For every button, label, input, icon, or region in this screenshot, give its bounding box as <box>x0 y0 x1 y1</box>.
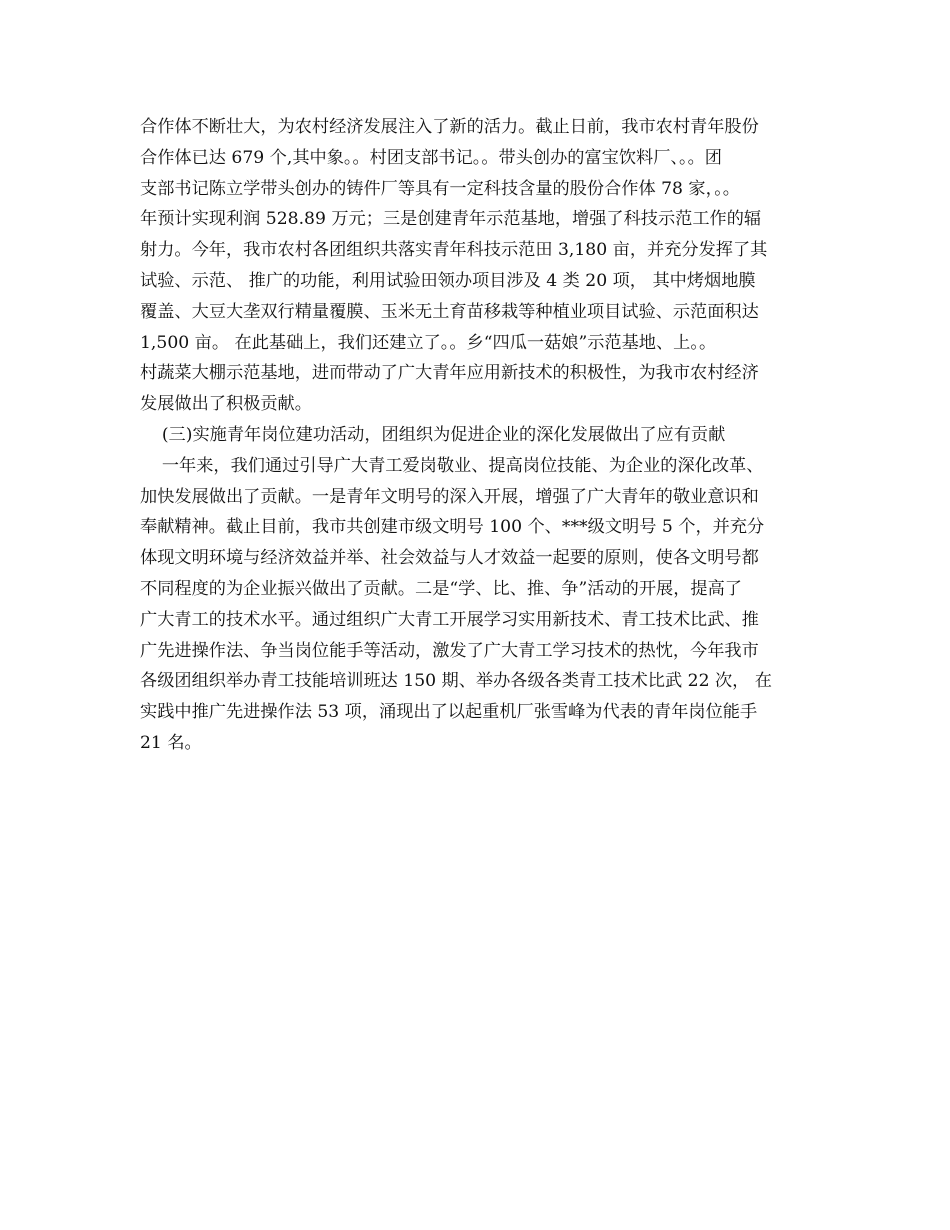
text-line: 实践中推广先进操作法 53 项，涌现出了以起重机厂张雪峰为代表的青年岗位能手 <box>140 702 758 723</box>
text-line: 试验、示范、 推广的功能，利用试验田领办项目涉及 4 类 20 项， 其中烤烟地膜 <box>140 270 756 291</box>
text-line: 一年来，我们通过引导广大青工爱岗敬业、提高岗位技能、为企业的深化改革、 <box>140 455 764 476</box>
text-line: 射力。今年，我市农村各团组织共落实青年科技示范田 3,180 亩，并充分发挥了其 <box>140 240 768 261</box>
text-line: 年预计实现利润 528.89 万元；三是创建青年示范基地，增强了科技示范工作的辐 <box>140 209 762 230</box>
text-line: 覆盖、大豆大垄双行精量覆膜、玉米无土育苗移栽等种植业项目试验、示范面积达 <box>140 301 759 322</box>
text-line: 支部书记陈立学带头创办的铸件厂等具有一定科技含量的股份合作体 78 家，。。 <box>140 178 740 199</box>
text-line: 体现文明环境与经济效益并举、社会效益与人才效益一起要的原则，使各文明号都 <box>140 548 759 569</box>
text-line: 广先进操作法、争当岗位能手等活动，激发了广大青工学习技术的热忱，今年我市 <box>140 640 759 661</box>
text-line: 合作体不断壮大，为农村经济发展注入了新的活力。截止日前，我市农村青年股份 <box>140 117 759 137</box>
text-line: 不同程度的为企业振兴做出了贡献。二是“学、比、推、争”活动的开展，提高了 <box>140 578 742 599</box>
section-heading: (三)实施青年岗位建功活动，团组织为促进企业的深化发展做出了应有贡献 <box>140 424 726 445</box>
text-line: 村蔬菜大棚示范基地，进而带动了广大青年应用新技术的积极性，为我市农村经济 <box>140 363 759 384</box>
text-line: 发展做出了积极贡献。 <box>140 394 312 415</box>
text-line: 各级团组织举办青工技能培训班达 150 期、举办各级各类青工技术比武 22 次， 在 <box>140 671 772 692</box>
text-line: 合作体已达 679 个,其中象。。村团支部书记。。带头创办的富宝饮料厂、。。团 <box>140 147 722 168</box>
body-text <box>140 112 820 759</box>
text-line: 奉献精神。截止目前，我市共创建市级文明号 100 个、***级文明号 5 个，并充分 <box>140 517 765 538</box>
text-line: 21 名。 <box>140 732 202 753</box>
text-line: 1,500 亩。 在此基础上，我们还建立了。。乡“四瓜一菇娘”示范基地、上。。 <box>140 332 717 353</box>
text-line: 广大青工的技术水平。通过组织广大青工开展学习实用新技术、青工技术比武、推 <box>140 609 759 630</box>
text-line: 加快发展做出了贡献。一是青年文明号的深入开展，增强了广大青年的敬业意识和 <box>140 486 759 507</box>
